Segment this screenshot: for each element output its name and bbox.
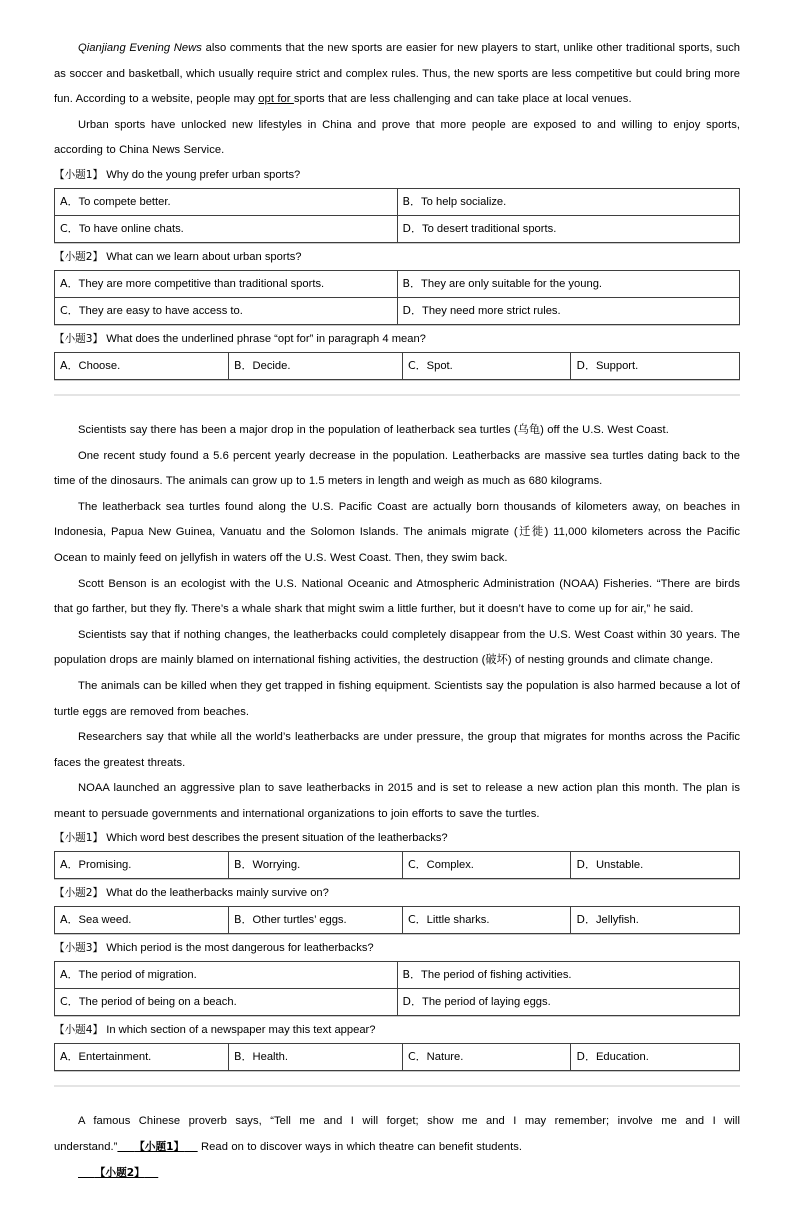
passage-2-question-3-options-table: [54, 961, 740, 1016]
table-row: [55, 962, 740, 989]
option-cell-d[interactable]: [571, 353, 740, 380]
option-label: A．: [60, 968, 79, 982]
paragraph-1-text-b: sports that are less challenging and can take place at local venues.: [293, 93, 632, 106]
option-text: They need more strict rules.: [421, 304, 561, 317]
table-row: [55, 989, 740, 1016]
passage-3-intro: [54, 1109, 740, 1160]
question-tag: 【小题3】: [54, 942, 104, 955]
option-label: A．: [60, 358, 79, 372]
table-row: [55, 271, 740, 298]
blank-lead-1: [117, 1141, 134, 1153]
passage-2-question-1-stem: [54, 827, 740, 850]
option-label: A．: [60, 1050, 79, 1064]
option-text: Entertainment.: [78, 1051, 152, 1064]
option-cell-a[interactable]: [55, 907, 229, 934]
option-cell-b[interactable]: [398, 189, 741, 216]
option-cell-a[interactable]: [55, 353, 229, 380]
newspaper-name: Qianjiang Evening News: [78, 42, 202, 54]
blank-lead-2: [78, 1167, 95, 1179]
spacer: [54, 396, 740, 418]
option-cell-b[interactable]: [229, 353, 403, 380]
passage-2-paragraph-1: Scientists say there has been a major drop in the population of leatherback sea turtles (乌龟) off the U.S. West Coast.: [78, 423, 669, 436]
option-cell-c[interactable]: [403, 1044, 572, 1071]
option-label: D．: [402, 995, 422, 1009]
question-stem-text: What can we learn about urban sports?: [106, 250, 302, 263]
option-label: B．: [233, 913, 253, 927]
option-label: B．: [402, 194, 422, 208]
question-tag: 【小题4】: [54, 1024, 104, 1037]
option-cell-d[interactable]: [398, 989, 741, 1016]
option-cell-b[interactable]: [229, 852, 403, 879]
passage-1-question-1-stem: [54, 164, 740, 187]
table-row: [55, 1044, 740, 1071]
question-stem-text: In which section of a newspaper may this text appear?: [106, 1024, 376, 1037]
option-label: C．: [407, 858, 427, 872]
option-label: C．: [407, 913, 427, 927]
option-text: Education.: [595, 1051, 649, 1064]
question-tag: 【小题2】: [54, 887, 104, 900]
passage-3-blank-2-line: [54, 1161, 740, 1187]
option-label: C．: [60, 221, 79, 235]
option-cell-b[interactable]: [229, 1044, 403, 1071]
option-text: Health.: [252, 1051, 288, 1064]
table-row: [55, 852, 740, 879]
option-text: Decide.: [252, 359, 291, 372]
question-stem-text: Which word best describes the present situation of the leatherbacks?: [106, 832, 448, 845]
passage-1-question-3-options-table: [54, 352, 740, 380]
option-text: Worrying.: [252, 859, 301, 872]
passage-1-paragraph-2: Urban sports have unlocked new lifestyles in China and prove that more people are exposed to and willing to enjoy sports, according to China News Service.: [54, 118, 740, 157]
blank-trail-2: [145, 1167, 158, 1179]
option-text: To compete better.: [78, 195, 171, 208]
option-label: A．: [60, 858, 79, 872]
option-text: Unstable.: [595, 859, 644, 872]
passage-3-section: [54, 1109, 740, 1186]
table-row: [55, 907, 740, 934]
option-text: Sea weed.: [78, 914, 132, 927]
option-text: Spot.: [426, 359, 453, 372]
option-text: Jellyfish.: [595, 914, 639, 927]
option-label: A．: [60, 913, 79, 927]
paragraph-1-text-a: also comments that the new sports are easier for new players to start, unlike other traditional sports, such as soccer and basketball, which usually require strict and complex rules. Thus, the new sports are less competitive but could bring more fun. According to a website, people may: [54, 42, 741, 106]
option-label: B．: [233, 358, 253, 372]
passage-3-intro-before: A famous Chinese proverb says, “Tell me and I will forget; show me and I may remember; involve me and I will understand.”: [54, 1115, 740, 1154]
option-label: B．: [402, 276, 422, 290]
option-label: C．: [407, 1050, 427, 1064]
option-text: The period of laying eggs.: [421, 996, 551, 1009]
option-cell-b[interactable]: [398, 962, 741, 989]
option-label: D．: [576, 858, 596, 872]
passage-2-paragraph-7: Researchers say that while all the world’s leatherbacks are under pressure, the group that migrates for months across the Pacific faces the greatest threats.: [54, 731, 740, 769]
option-cell-d[interactable]: [398, 216, 741, 243]
passage-2-question-2-options-table: [54, 906, 740, 934]
option-text: Little sharks.: [426, 914, 490, 927]
passage-1-paragraph-1: [54, 36, 740, 113]
passage-2-question-4-options-table: [54, 1043, 740, 1071]
option-cell-d[interactable]: [398, 298, 741, 325]
option-cell-c[interactable]: [403, 353, 572, 380]
option-label: D．: [402, 303, 422, 317]
passage-2-section: [54, 418, 740, 1072]
option-cell-c[interactable]: [403, 852, 572, 879]
option-label: D．: [402, 221, 422, 235]
question-stem-text: What does the underlined phrase “opt for” in paragraph 4 mean?: [106, 332, 426, 345]
passage-2-question-2-stem: [54, 882, 740, 905]
option-cell-d[interactable]: [571, 907, 740, 934]
option-label: D．: [576, 358, 596, 372]
passage-1-question-1-options-table: [54, 188, 740, 243]
option-label: D．: [576, 1050, 596, 1064]
question-tag: 【小题3】: [54, 332, 104, 345]
passage-2-paragraph-3: The leatherback sea turtles found along the U.S. Pacific Coast are actually born thousands of kilometers away, on beaches in Indonesia, Papua New Guinea, Vanuatu and the Solomon Islands. The animals migrate (迁徙) 11,000 kilometers across the Pacific Ocean to mainly feed on jellyfish in waters off the U.S. West Coast. Then, they swim back.: [54, 500, 740, 564]
option-text: The period of fishing activities.: [421, 969, 572, 982]
option-label: C．: [60, 995, 79, 1009]
option-text: Complex.: [426, 859, 474, 872]
option-cell-c[interactable]: [403, 907, 572, 934]
passage-2-paragraph-6: The animals can be killed when they get trapped in fishing equipment. Scientists say the population is also harmed because a lot of turtle eggs are removed from beaches.: [54, 679, 740, 718]
option-cell-d[interactable]: [571, 1044, 740, 1071]
table-row: [55, 298, 740, 325]
option-cell-a[interactable]: [55, 189, 398, 216]
option-label: B．: [233, 1050, 253, 1064]
option-label: C．: [407, 358, 427, 372]
option-text: To help socialize.: [421, 195, 507, 208]
option-cell-d[interactable]: [571, 852, 740, 879]
option-cell-b[interactable]: [398, 271, 741, 298]
option-cell-c[interactable]: [55, 298, 398, 325]
question-tag: 【小题1】: [54, 168, 104, 181]
passage-3-intro-after: Read on to discover ways in which theatre can benefit students.: [201, 1141, 523, 1154]
passage-2-question-3-stem: [54, 937, 740, 960]
option-text: They are more competitive than traditional sports.: [78, 277, 325, 290]
question-tag: 【小题1】: [54, 832, 104, 845]
option-text: They are easy to have access to.: [78, 304, 243, 317]
question-stem-text: Why do the young prefer urban sports?: [106, 168, 301, 181]
blank-trail-1: [184, 1141, 197, 1153]
option-text: Nature.: [426, 1051, 464, 1064]
option-cell-b[interactable]: [229, 907, 403, 934]
option-cell-a[interactable]: [55, 271, 398, 298]
option-text: The period of being on a beach.: [78, 996, 237, 1009]
option-text: Other turtles’ eggs.: [252, 914, 347, 927]
passage-2-paragraph-5: Scientists say that if nothing changes, the leatherbacks could completely disappear from the U.S. West Coast within 30 years. The population drops are mainly blamed on international fishing activities, the destruction (破坏) of nesting grounds and climate change.: [54, 628, 740, 667]
option-text: Choose.: [78, 359, 121, 372]
option-text: To desert traditional sports.: [421, 222, 557, 235]
passage-1-question-2-stem: [54, 246, 740, 269]
table-row: [55, 189, 740, 216]
option-cell-c[interactable]: [55, 989, 398, 1016]
underlined-phrase-opt-for: opt for: [258, 93, 294, 106]
blank-tag-2[interactable]: 【小题2】: [94, 1166, 145, 1179]
passage-2-paragraph-4: Scott Benson is an ecologist with the U.S. National Oceanic and Atmospheric Administration (NOAA) Fisheries. “There are birds that go farther, but they fly. There’s a whale shark that might swim a little further, but it doesn’t have to come up for air,” he said.: [54, 577, 740, 616]
option-text: The period of migration.: [78, 969, 197, 982]
spacer: [54, 1087, 740, 1109]
option-text: Promising.: [78, 859, 132, 872]
passage-1-question-2-options-table: [54, 270, 740, 325]
option-text: They are only suitable for the young.: [421, 277, 603, 290]
blank-tag-1[interactable]: 【小题1】: [134, 1141, 185, 1154]
option-label: A．: [60, 276, 79, 290]
question-stem-text: What do the leatherbacks mainly survive on?: [106, 887, 329, 900]
table-row: [55, 353, 740, 380]
table-row: [55, 216, 740, 243]
passage-2-question-4-stem: [54, 1019, 740, 1042]
option-cell-a[interactable]: [55, 852, 229, 879]
option-label: B．: [402, 968, 422, 982]
option-text: To have online chats.: [78, 222, 184, 235]
option-cell-c[interactable]: [55, 216, 398, 243]
question-stem-text: Which period is the most dangerous for leatherbacks?: [106, 942, 374, 955]
option-label: D．: [576, 913, 596, 927]
option-label: B．: [233, 858, 253, 872]
option-label: A．: [60, 194, 79, 208]
option-cell-a[interactable]: [55, 1044, 229, 1071]
option-label: C．: [60, 303, 79, 317]
passage-2-paragraph-2: One recent study found a 5.6 percent yearly decrease in the population. Leatherbacks are massive sea turtles dating back to the time of the dinosaurs. The animals can grow up to 1.5 meters in length and weigh as much as 680 kilograms.: [54, 449, 740, 488]
passage-2-paragraph-8: NOAA launched an aggressive plan to save leatherbacks in 2015 and is set to release a new action plan this month. The plan is meant to persuade governments and international organizations to join efforts to save the turtles.: [54, 782, 740, 820]
passage-2-question-1-options-table: [54, 851, 740, 879]
option-text: Support.: [595, 359, 639, 372]
passage-1-question-3-stem: [54, 328, 740, 351]
option-cell-a[interactable]: [55, 962, 398, 989]
passage-1-section: [54, 36, 740, 380]
question-tag: 【小题2】: [54, 250, 104, 263]
